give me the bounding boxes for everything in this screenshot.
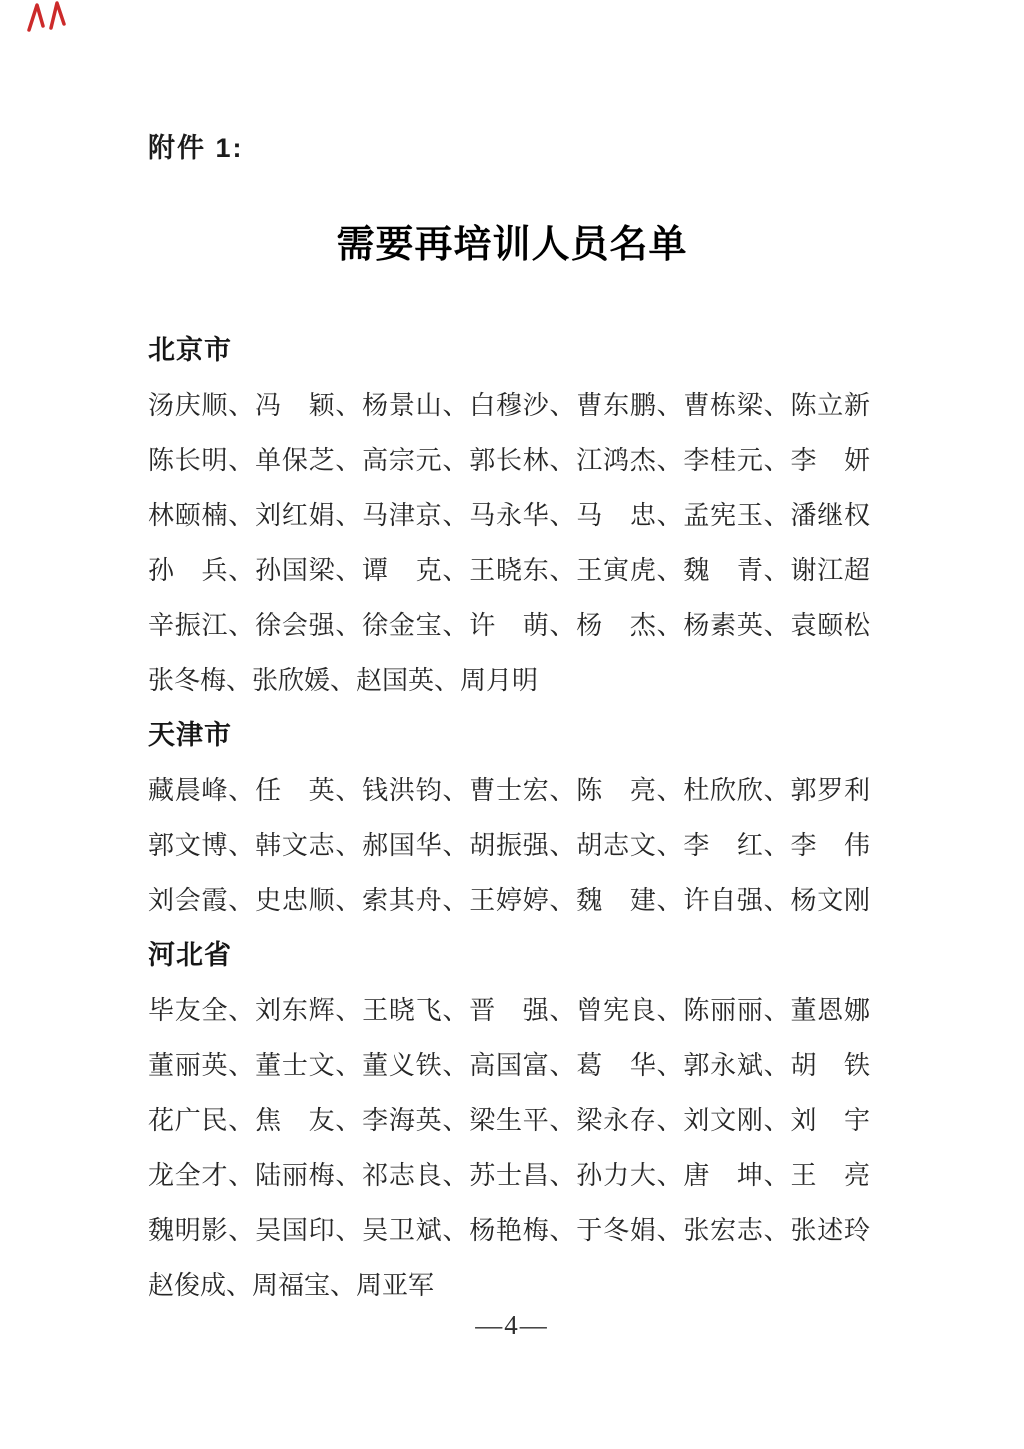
name-line: 毕友全、刘东辉、王晓飞、晋 强、曾宪良、陈丽丽、董恩娜 xyxy=(148,996,870,1025)
name-line: 孙 兵、孙国梁、谭 克、王晓东、王寅虎、魏 青、谢江超 xyxy=(148,556,870,585)
name-line: 辛振江、徐会强、徐金宝、许 萌、杨 杰、杨素英、袁颐松 xyxy=(148,611,870,640)
name-line: 汤庆顺、冯 颖、杨景山、白穆沙、曹东鹏、曹栋梁、陈立新 xyxy=(148,391,870,420)
name-line: 刘会霞、史忠顺、索其舟、王婷婷、魏 建、许自强、杨文刚 xyxy=(148,886,870,915)
name-line: 郭文博、韩文志、郝国华、胡振强、胡志文、李 红、李 伟 xyxy=(148,831,870,860)
name-list-content xyxy=(148,323,870,1313)
name-line: 陈长明、单保芝、高宗元、郭长林、江鸿杰、李桂元、李 妍 xyxy=(148,446,870,475)
section-heading-beijing: 北京市 xyxy=(148,335,232,365)
name-line: 龙全才、陆丽梅、祁志良、苏士昌、孙力大、唐 坤、王 亮 xyxy=(148,1161,870,1190)
name-line: 魏明影、吴国印、吴卫斌、杨艳梅、于冬娟、张宏志、张述玲 xyxy=(148,1216,870,1245)
page-number: —4— xyxy=(475,1310,549,1340)
name-line: 赵俊成、周福宝、周亚军 xyxy=(148,1271,435,1300)
red-ink-marks-icon xyxy=(24,0,72,40)
name-line: 董丽英、董士文、董义铁、高国富、葛 华、郭永斌、胡 铁 xyxy=(148,1051,870,1080)
name-line: 张冬梅、张欣媛、赵国英、周月明 xyxy=(148,666,539,695)
name-line: 花广民、焦 友、李海英、梁生平、梁永存、刘文刚、刘 宇 xyxy=(148,1106,870,1135)
section-heading-tianjin: 天津市 xyxy=(148,720,232,750)
name-line: 林颐楠、刘红娟、马津京、马永华、马 忠、孟宪玉、潘继权 xyxy=(148,501,870,530)
name-line: 藏晨峰、任 英、钱洪钧、曹士宏、陈 亮、杜欣欣、郭罗利 xyxy=(148,776,870,805)
section-heading-hebei: 河北省 xyxy=(148,940,232,970)
page-title: 需要再培训人员名单 xyxy=(336,224,688,266)
attachment-label: 附件 1: xyxy=(148,133,244,163)
